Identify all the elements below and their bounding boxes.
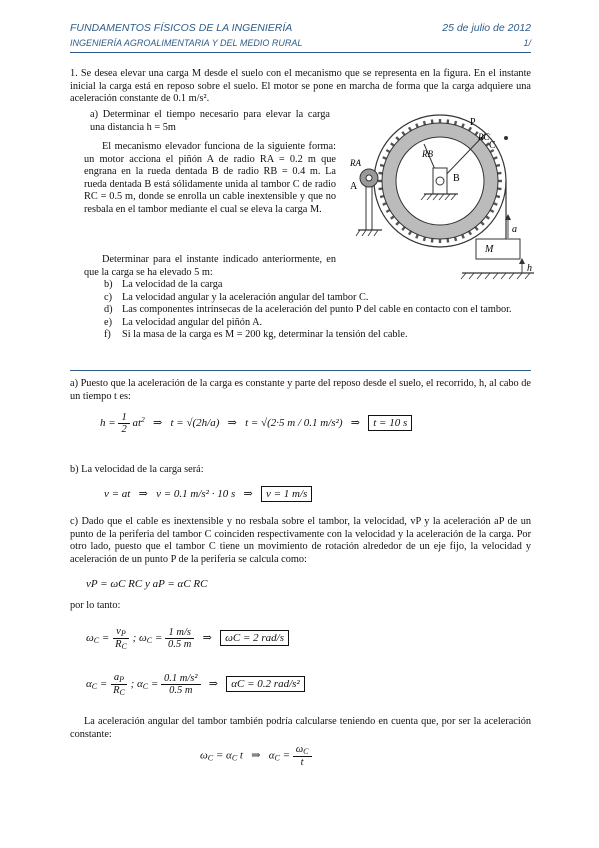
problem-number: 1. <box>70 68 78 79</box>
problem-intro-text: Se desea elevar una carga M desde el suelo con el mecanismo que se representa en la figura. En el instante inicial la carga está en reposo sobre el suelo. El motor se pone en marcha de forma que la carga adquiere una aceleración constante de 0.1 m/s². <box>70 68 531 105</box>
question-item-text: Si la masa de la carga es M = 200 kg, determinar la tensión del cable. <box>122 329 408 341</box>
label-RA: RA <box>350 158 361 168</box>
course-title: FUNDAMENTOS FÍSICOS DE LA INGENIERÍA <box>70 22 293 34</box>
label-P: P <box>470 117 476 128</box>
section-rule <box>70 370 531 371</box>
equation-alpha: $\alpha_C$ = $\frac{a_P}{R_C}$ ; $\alpha_C$ = $\frac{\text{0.1 m/s²}}{0.5 m}$ ⇒ αC = 0.2 rad/s² <box>86 672 305 697</box>
result-alpha: αC = 0.2 rad/s² <box>226 676 304 692</box>
label-A: A <box>350 181 358 192</box>
question-a-label: a) <box>90 109 98 120</box>
result-omega: ωC = 2 rad/s <box>220 630 289 646</box>
solution-b-text: b) La velocidad de la carga será: <box>70 464 204 475</box>
question-a <box>90 109 330 134</box>
page-header <box>70 22 531 34</box>
problem-intro <box>70 68 531 106</box>
equation-alpha-alt: $\omega_C = \alpha_C$ t ⇒ $\alpha_C$ = $\frac{\omega_C}{t}$ <box>200 744 312 768</box>
label-C: C <box>489 140 496 151</box>
page-subheader <box>70 38 531 48</box>
question-item-label: d) <box>104 304 113 316</box>
question-item-label: c) <box>104 291 112 303</box>
question-item <box>104 279 534 292</box>
label-B: B <box>453 173 460 184</box>
question-item <box>104 292 534 305</box>
question-list <box>104 279 534 342</box>
header-rule <box>70 52 531 53</box>
question-item-text: La velocidad angular del piñón A. <box>122 316 263 328</box>
equation-omega: $\omega_C$ = $\frac{v_P}{R_C}$ ; $\omega_C$ = $\frac{1 m/s}{0.5 m}$ ⇒ ωC = 2 rad/s <box>86 626 289 651</box>
solution-c-text: c) Dado que el cable es inextensible y no resbala sobre el tambor, la velocidad, vP y la aceleración aP de un punto de la periferia del tambor C coinciden respectivamente con la velocidad y la aceleración de la carga. Por otro lado, puesto que el tambor C tiene un movimiento de rotación alrededor de un eje fijo, la velocidad y aceleración de un punto P de la periferia se calcula como: <box>70 516 531 565</box>
label-h: h <box>527 263 532 274</box>
mechanism-description: El mecanismo elevador funciona de la siguiente forma: un motor acciona el piñón A de radio RA = 0.2 m que engrana en la rueda dentada B de radio RB = 0.4 m. La rueda dentada B está sólidamente unida al tambor C de radio RC = 0.5 m, donde se enrolla un cable inextensible y que no resbala en el tambor mediante el cual se eleva la carga M. <box>84 141 336 215</box>
label-RB: RB <box>422 149 433 159</box>
equation-kinematics: vP = ωC RC y aP = αC RC <box>86 578 208 590</box>
degree-title: INGENIERÍA AGROALIMENTARIA Y DEL MEDIO RURAL <box>70 38 303 48</box>
equation-time: h = $\frac{1}{2}$ $at^2$ ⇒ t = √(2h/a) ⇒ t = √(2·5 m / 0.1 m/s²) ⇒ t = 10 s <box>100 412 412 435</box>
question-item-label: b) <box>104 279 113 290</box>
question-item-text: Las componentes intrínsecas de la aceleración del punto P del cable en contacto con el tambor. <box>122 304 512 316</box>
label-a: a <box>512 224 517 235</box>
solution-final-text: La aceleración angular del tambor también podría calcularse teniendo en cuenta que, por ser la aceleración constante: <box>70 716 531 740</box>
page-number: 1/ <box>523 38 531 48</box>
question-item-text: La velocidad de la carga <box>122 279 223 290</box>
solution-a-text: a) Puesto que la aceleración de la carga es constante y parte del reposo desde el suelo, el recorrido, h, al cabo de un tiempo t es: <box>70 378 531 402</box>
question-item-label: e) <box>104 316 112 328</box>
result-velocity: v = 1 m/s <box>261 486 312 502</box>
question-item <box>104 329 534 342</box>
result-time: t = 10 s <box>368 415 412 431</box>
instant-description: Determinar para el instante indicado anteriormente, en que la carga se ha elevado 5 m: <box>84 254 336 278</box>
question-item <box>104 317 534 330</box>
question-a-text: Determinar el tiempo necesario para elevar la carga una distancia h = 5m <box>90 109 330 133</box>
equation-velocity: v = at ⇒ v = 0.1 m/s² · 10 s ⇒ v = 1 m/s <box>104 486 312 502</box>
mechanism-figure <box>346 108 546 288</box>
label-M: M <box>485 244 494 255</box>
question-item-label: f) <box>104 329 111 341</box>
exam-date: 25 de julio de 2012 <box>442 22 531 34</box>
question-item-text: La velocidad angular y la aceleración angular del tambor C. <box>122 291 369 303</box>
label-RC: RC <box>478 132 490 142</box>
question-item <box>104 304 534 317</box>
solution-c-por: por lo tanto: <box>70 600 121 611</box>
